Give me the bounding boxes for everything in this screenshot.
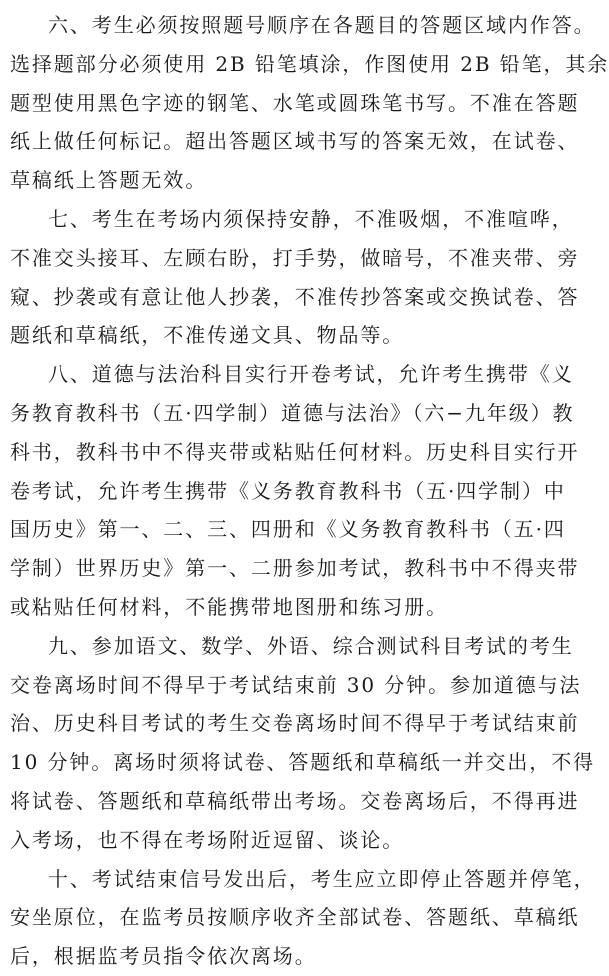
text-line: 题型使用黑色字迹的钢笔、水笔或圆珠笔书写。不准在答题 xyxy=(10,90,580,115)
text-line: 治、历史科目考试的考生交卷离场时间不得早于考试结束前 xyxy=(10,711,580,736)
text-line: 安坐原位，在监考员按顺序收齐全部试卷、答题纸、草稿纸 xyxy=(10,905,580,930)
text-line: 将试卷、答题纸和草稿纸带出考场。交卷离场后，不得再进 xyxy=(10,788,580,813)
text-line: 后，根据监考员指令依次离场。 xyxy=(10,944,317,969)
paragraph-rule-9 xyxy=(10,627,596,860)
paragraph-rule-8 xyxy=(10,355,580,627)
text-line: 入考场，也不得在考场附近逗留、谈论。 xyxy=(10,827,405,852)
text-line: 交卷离场时间不得早于考试结束前 30 分钟。参加道德与法 xyxy=(10,672,582,697)
paragraph-rule-7 xyxy=(10,200,580,355)
text-line: 卷考试，允许考生携带《义务教育教科书（五·四学制）中 xyxy=(10,478,566,503)
text-line: 10 分钟。离场时须将试卷、答题纸和草稿纸一并交出，不得 xyxy=(10,750,596,775)
paragraph-rule-6 xyxy=(10,6,609,200)
text-line: 草稿纸上答题无效。 xyxy=(10,168,208,193)
text-line: 九、参加语文、数学、外语、综合测试科目考试的考生 xyxy=(48,633,574,658)
text-line: 选择题部分必须使用 2B 铅笔填涂，作图使用 2B 铅笔，其余 xyxy=(10,51,609,76)
paragraph-rule-10 xyxy=(10,860,596,976)
text-line: 学制）世界历史》第一、二册参加考试，教科书中不得夹带 xyxy=(10,556,580,581)
text-line: 题纸和草稿纸，不准传递文具、物品等。 xyxy=(10,323,405,348)
text-line: 七、考生在考场内须保持安静，不准吸烟，不准喧哗， xyxy=(48,206,574,231)
text-line: 十、考试结束信号发出后，考生应立即停止答题并停笔， xyxy=(48,866,596,891)
text-line: 不准交头接耳、左顾右盼，打手势，做暗号，不准夹带、旁 xyxy=(10,245,580,270)
text-line: 科书，教科书中不得夹带或粘贴任何材料。历史科目实行开 xyxy=(10,439,580,464)
text-line: 务教育教科书（五·四学制）道德与法治》（六−九年级）教 xyxy=(10,400,575,425)
text-line: 六、考生必须按照题号顺序在各题目的答题区域内作答。 xyxy=(48,13,596,37)
text-line: 纸上做任何标记。超出答题区域书写的答案无效，在试卷、 xyxy=(10,129,580,154)
text-line: 国历史》第一、二、三、四册和《义务教育教科书（五·四 xyxy=(10,517,566,542)
text-line: 八、道德与法治科目实行开卷考试，允许考生携带《义 xyxy=(48,362,574,387)
text-line: 窥、抄袭或有意让他人抄袭，不准传抄答案或交换试卷、答 xyxy=(10,284,580,309)
text-line: 或粘贴任何材料，不能携带地图册和练习册。 xyxy=(10,594,448,619)
